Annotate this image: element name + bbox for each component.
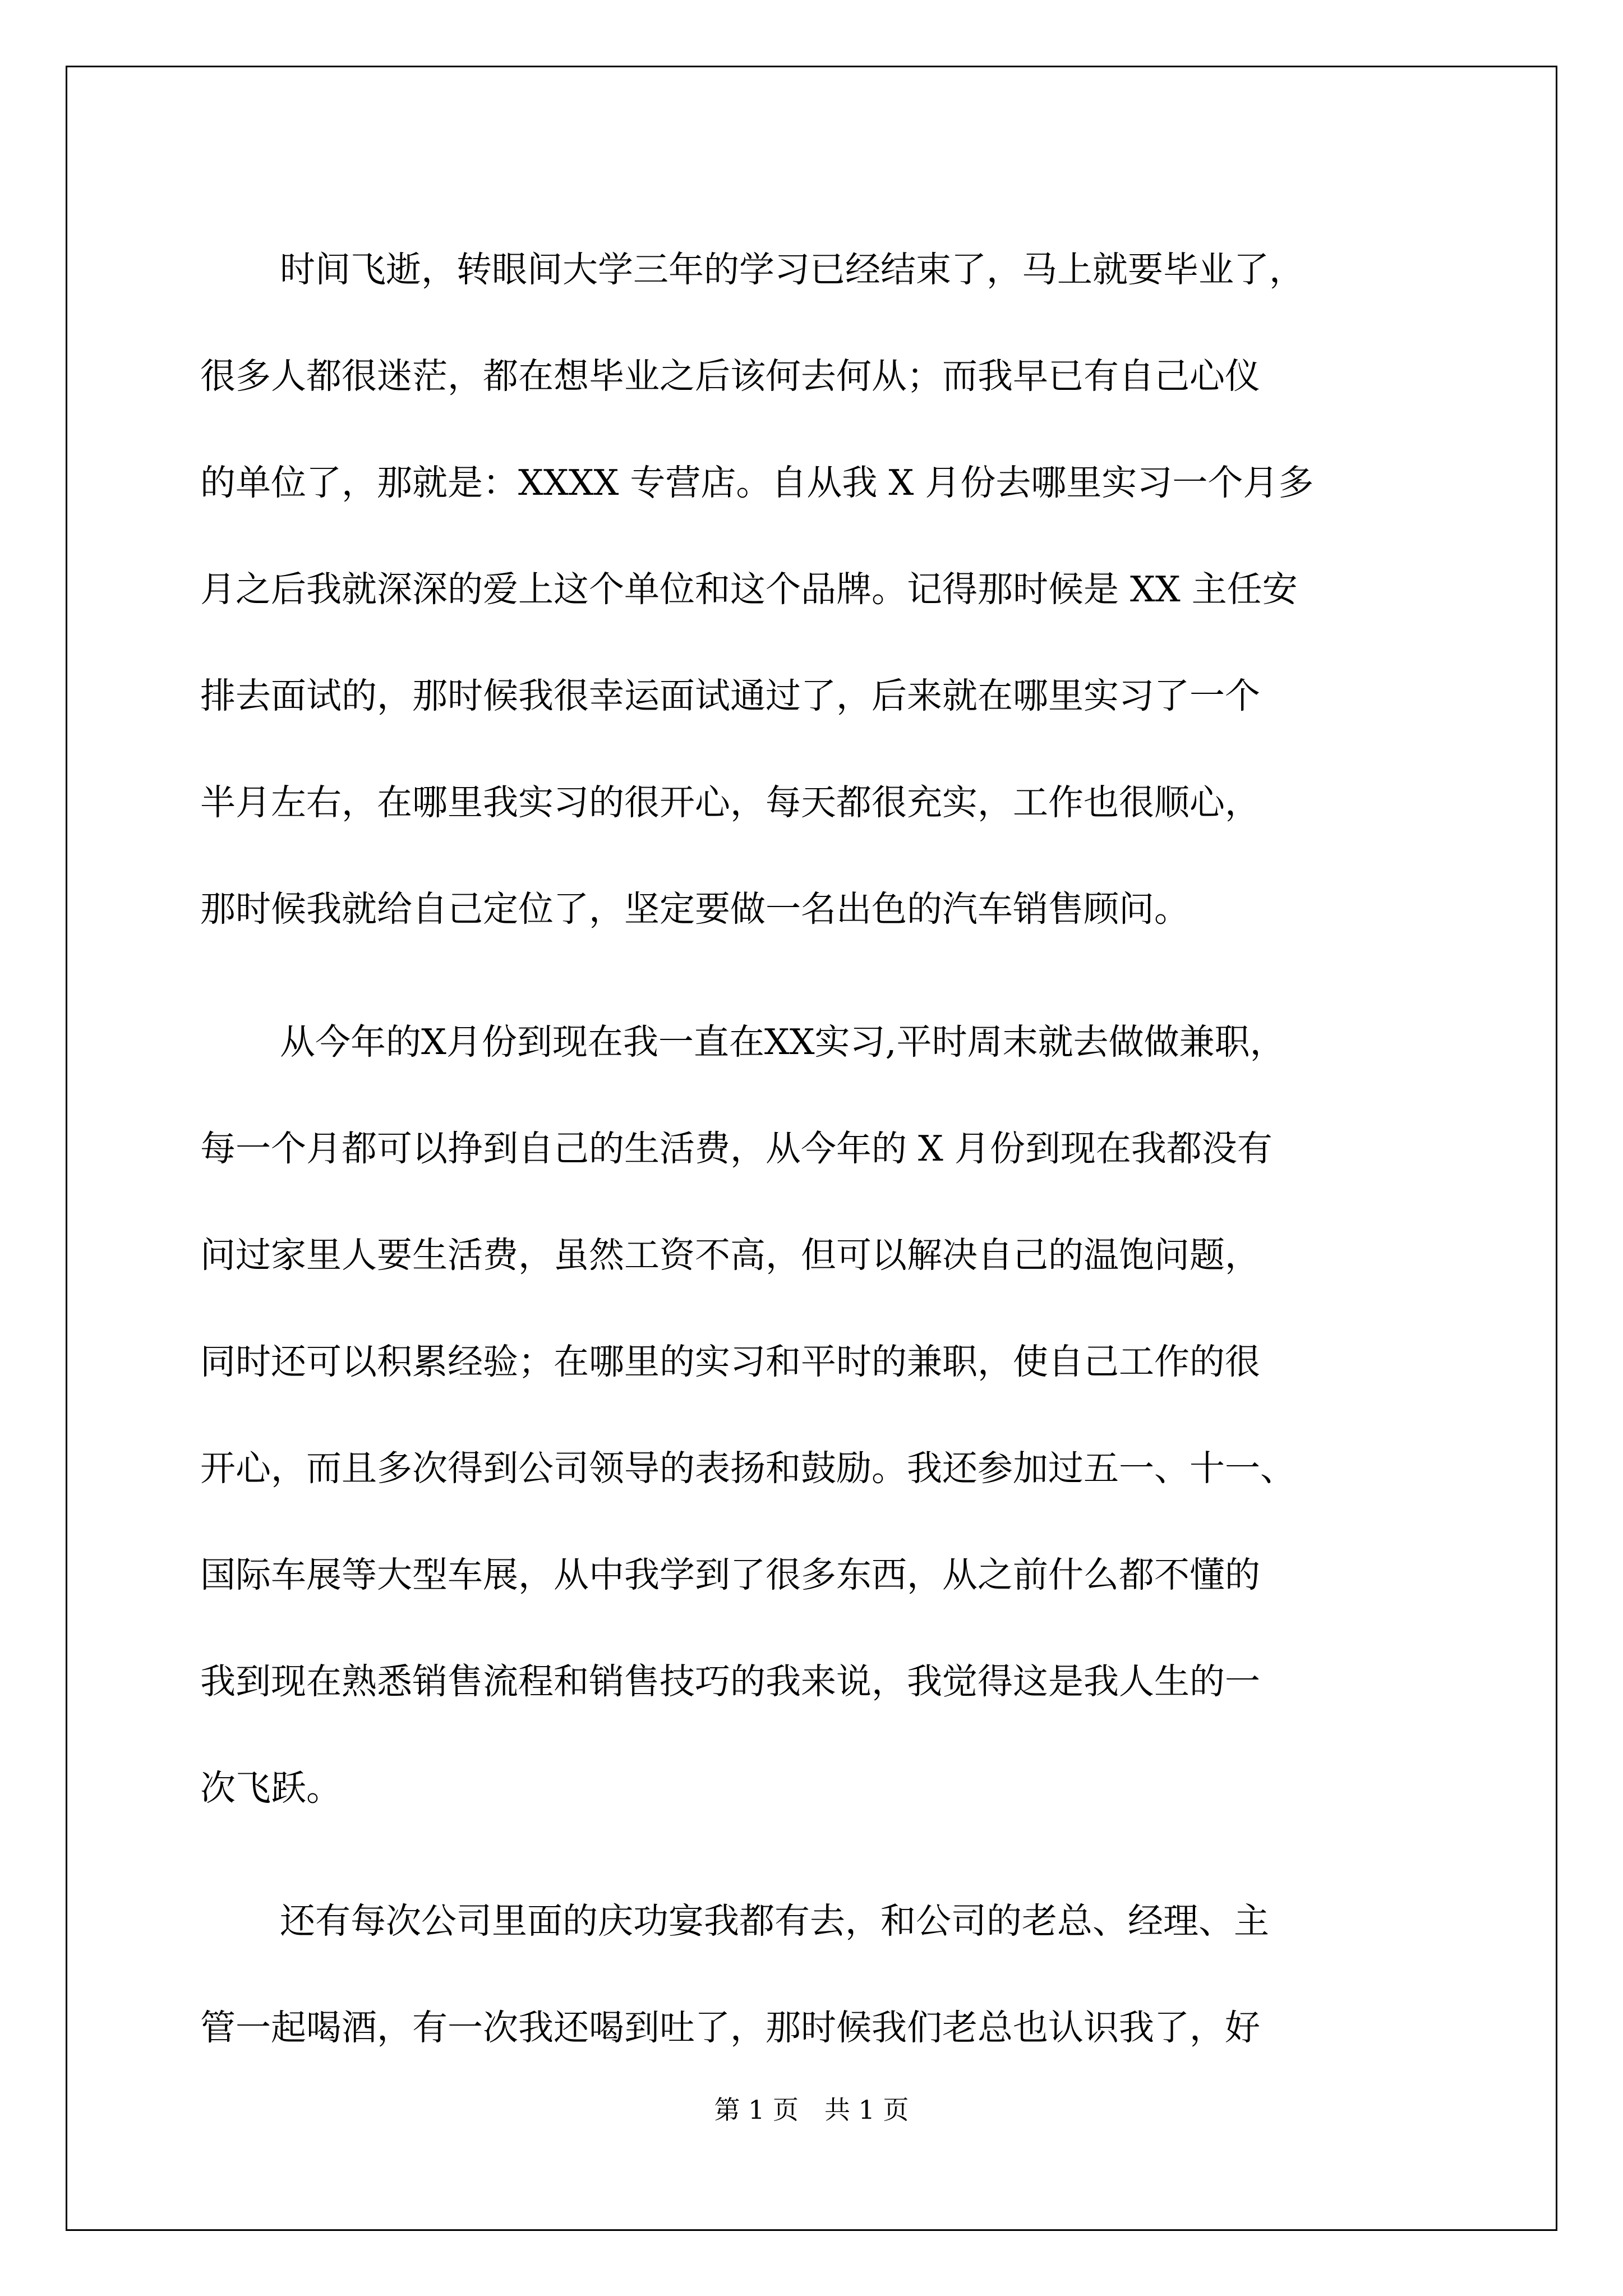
text-line: 管一起喝酒，有一次我还喝到吐了，那时候我们老总也认识我了，好 [200,2007,1260,2048]
text-line: 次飞跃。 [200,1768,342,1809]
paragraph-spacer [200,963,1434,989]
text-line: 从今年的X月份到现在我一直在XX实习,平时周末就去做做兼职， [280,1022,1285,1062]
text-line: 开心，而且多次得到公司领导的表扬和鼓励。我还参加过五一、十一、 [200,1448,1295,1489]
text-line: 排去面试的，那时候我很幸运面试通过了，后来就在哪里实习了一个 [200,675,1260,716]
text-line: 还有每次公司里面的庆功宴我都有去，和公司的老总、经理、主 [280,1901,1269,1941]
page-footer [0,2090,1623,2127]
text-line: 的单位了，那就是：XXXX 专营店。自从我 X 月份去哪里实习一个月多 [200,462,1314,503]
text-line: 同时还可以积累经验；在哪里的实习和平时的兼职，使自己工作的很 [200,1341,1260,1382]
text-line: 月之后我就深深的爱上这个单位和这个品牌。记得那时候是 XX 主任安 [200,569,1298,610]
text-line: 每一个月都可以挣到自己的生活费，从今年的 X 月份到现在我都没有 [200,1128,1272,1169]
text-line: 我到现在熟悉销售流程和销售技巧的我来说，我觉得这是我人生的一 [200,1661,1260,1702]
text-line: 半月左右，在哪里我实习的很开心，每天都很充实，工作也很顺心， [200,782,1260,823]
text-line: 国际车展等大型车展，从中我学到了很多东西，从之前什么都不懂的 [200,1554,1260,1595]
text-line: 问过家里人要生活费，虽然工资不高，但可以解决自己的温饱问题， [200,1235,1260,1276]
page-total: 共 1 页 [824,2095,909,2125]
paragraph-spacer [200,1842,1434,1868]
paragraph-3 [200,1868,1434,2081]
text-line: 那时候我就给自己定位了，坚定要做一名出色的汽车销售顾问。 [200,889,1189,930]
document-body [200,217,1434,2081]
page-number: 第 1 页 [714,2095,799,2125]
paragraph-1 [200,217,1434,963]
paragraph-2 [200,989,1434,1842]
text-line: 很多人都很迷茫，都在想毕业之后该何去何从；而我早已有自己心仪 [200,356,1260,397]
text-line: 时间飞逝，转眼间大学三年的学习已经结束了，马上就要毕业了， [280,249,1304,290]
